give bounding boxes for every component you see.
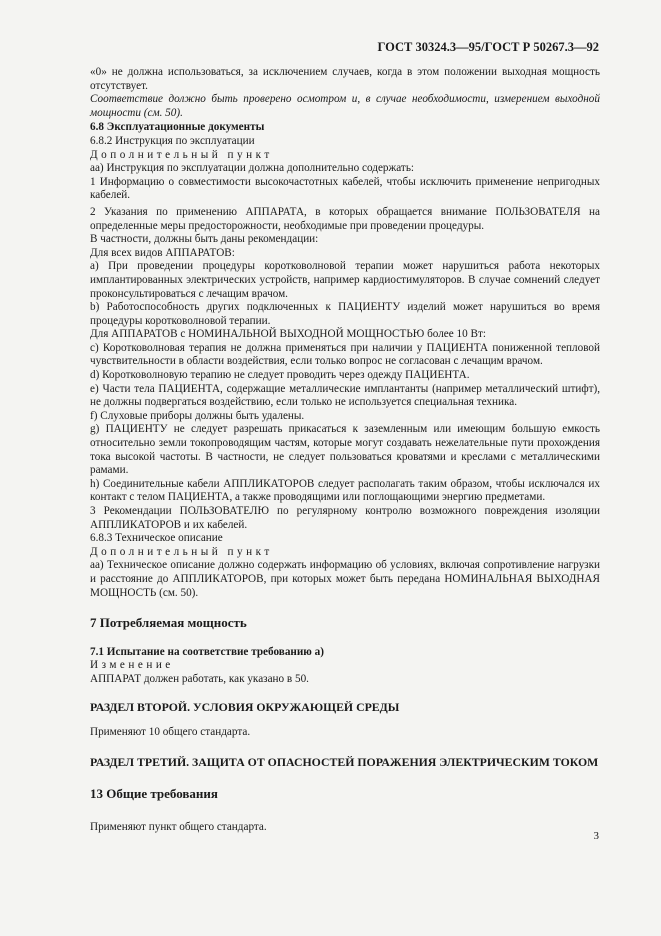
page-header: ГОСТ 30324.3—95/ГОСТ Р 50267.3—92 [377,40,599,54]
change-label: Изменение [90,659,174,672]
subsection-heading-7-1: 7.1 Испытание на соответствие требованию а) [90,645,324,658]
list-item: h) Соединительные кабели АППЛИКАТОРОВ следует располагать таким образом, чтобы исключался их контакт с телом ПАЦИЕНТА, а также проводящими или поглощающими энергию предметами. [90,477,600,504]
paragraph: 2 Указания по применению АППАРАТА, в которых обращается внимание ПОЛЬЗОВАТЕЛЯ на определенные меры предосторожности, необходимые при проведении процедуры. [90,205,600,232]
paragraph: В частности, должны быть даны рекомендации: [90,233,319,246]
list-item: f) Слуховые приборы должны быть удалены. [90,409,305,422]
part-two-heading: РАЗДЕЛ ВТОРОЙ. УСЛОВИЯ ОКРУЖАЮЩЕЙ СРЕДЫ [90,699,400,714]
list-item: g) ПАЦИЕНТУ не следует разрешать прикасаться к заземленным или имеющим большую емкость относительно земли токопроводящим частям, которые могут создавать нежелательные пути прохождения тока высокой частоты. В частности, не следует пользоваться кроватями и креслами с металлическими рамами. [90,423,600,477]
list-item: c) Коротковолновая терапия не должна применяться при наличии у ПАЦИЕНТА пониженной тепловой чувствительности в области воздействия, если только вопрос не согласован с лечащим врачом. [90,341,600,368]
additional-clause-label: Дополнительный пункт [90,148,273,161]
list-item: d) Коротковолновую терапию не следует проводить через одежду ПАЦИЕНТА. [90,369,470,382]
list-item: b) Работоспособность других подключенных к ПАЦИЕНТУ изделий может нарушиться во время процедуры коротковолновой терапии. [90,301,600,327]
section-heading-7: 7 Потребляемая мощность [90,615,247,631]
paragraph: АППАРАТ должен работать, как указано в 50. [90,672,309,685]
part-three-heading: РАЗДЕЛ ТРЕТИЙ. ЗАЩИТА ОТ ОПАСНОСТЕЙ ПОРАЖЕНИЯ ЭЛЕКТРИЧЕСКИМ ТОКОМ [90,754,599,769]
section-heading-6-8: 6.8 Эксплуатационные документы [90,121,265,134]
paragraph: аа) Инструкция по эксплуатации должна дополнительно содержать: [90,162,415,175]
page-number: 3 [593,830,599,842]
paragraph: Для всех видов АППАРАТОВ: [90,246,235,259]
section-heading-13: 13 Общие требования [90,786,218,802]
paragraph: «0» не должна использоваться, за исключением случаев, когда в этом положении выходная мощность отсутствует. [90,66,600,92]
paragraph: Применяют пункт общего стандарта. [90,820,267,833]
paragraph: Для АППАРАТОВ с НОМИНАЛЬНОЙ ВЫХОДНОЙ МОЩНОСТЬЮ более 10 Вт: [90,328,486,341]
paragraph: Применяют 10 общего стандарта. [90,726,251,739]
page-content [90,66,600,835]
list-item: e) Части тела ПАЦИЕНТА, содержащие металлические имплантанты (например металлический штифт), не должны подвергаться воздействию, если только не используется специальная техника. [90,382,600,409]
list-item: a) При проведении процедуры коротковолновой терапии может нарушиться работа некоторых имплантированных электрических устройств, например кардиостимуляторов. В случае сомнений следует проконсультироваться с лечащим врачом. [90,260,600,300]
paragraph: аа) Техническое описание должно содержать информацию об условиях, включая сопротивление нагрузки и расстояние до АППЛИКАТОРОВ, при которых может быть передана НОМИНАЛЬНАЯ ВЫХОДНАЯ МОЩНОСТЬ (см. 50). [90,559,600,599]
paragraph: 3 Рекомендации ПОЛЬЗОВАТЕЛЮ по регулярному контролю возможного повреждения изоляции АППЛИКАТОРОВ и их кабелей. [90,505,600,531]
compliance-note: Соответствие должно быть проверено осмотром и, в случае необходимости, измерением выходной мощности (см. 50). [90,93,600,119]
subsection-heading-6-8-2: 6.8.2 Инструкция по эксплуатации [90,134,255,147]
additional-clause-label: Дополнительный пункт [90,545,273,558]
paragraph: 1 Информацию о совместимости высокочастотных кабелей, чтобы исключить применение непригодных кабелей. [90,175,600,202]
subsection-heading-6-8-3: 6.8.3 Техническое описание [90,532,223,545]
